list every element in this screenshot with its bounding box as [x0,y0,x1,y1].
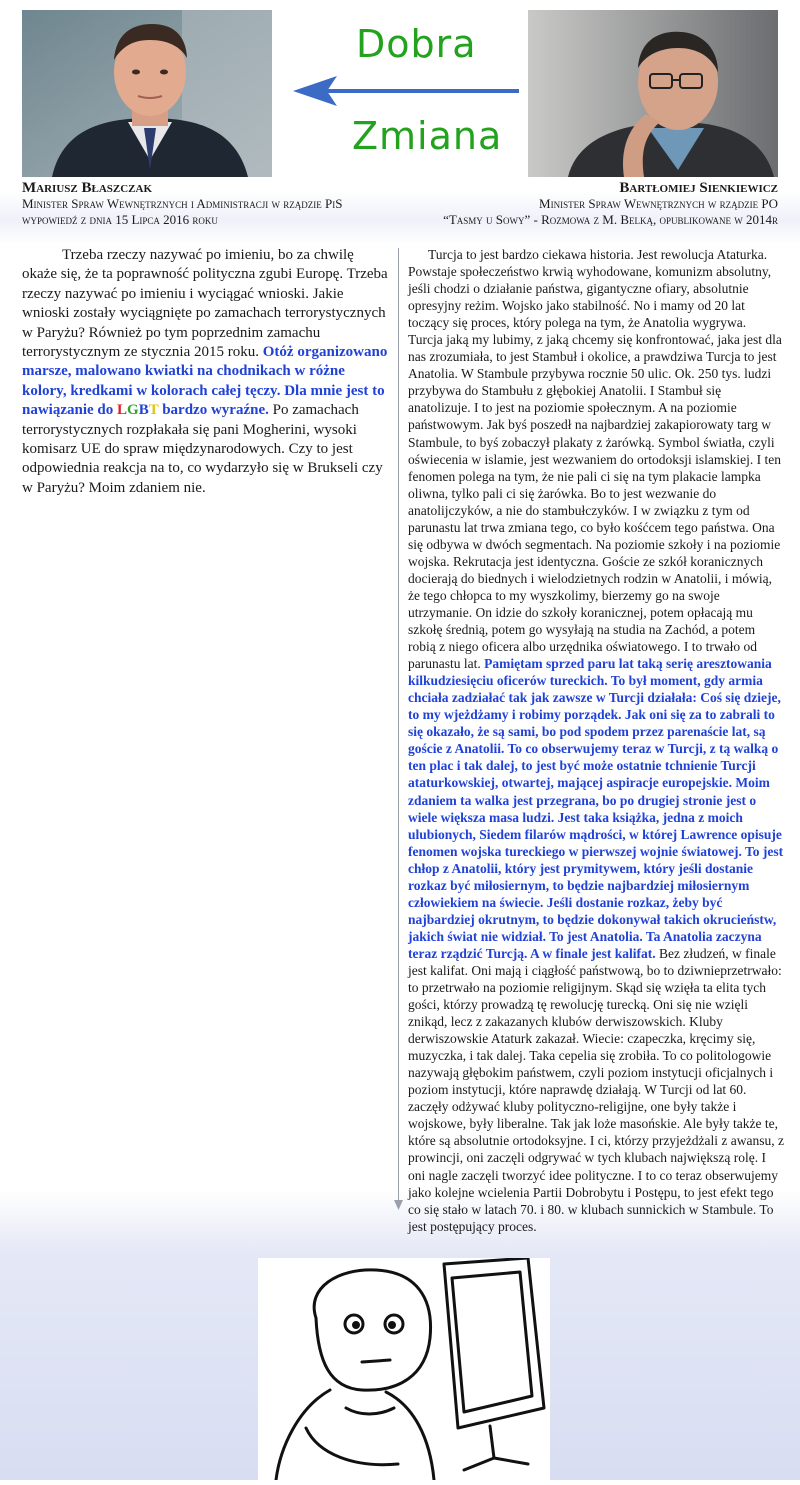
left-quote-text: Trzeba rzeczy nazywać po imieniu, bo za chwilę okaże się, że ta poprawność polityczna zgubi Europę. Trzeba rzeczy nazywać po imieniu i wyciągać wnioski. Jakie wnioski zostały wyciągnięte po zamachach terrorystycznych w Paryżu? Również po tym poprzednim zamachu terrorystycznym ze stycznia 2015 roku. [22,247,388,361]
left-arrow-icon [293,70,519,112]
right-person-photo [528,10,778,177]
right-quote-text-end: Bez złudzeń, w finale jest kalifat. Oni mają i ciągłość państwową, bo to dziwnieprzetrwało: to przetrwało na poziomie religijnym. Skąd się wzięła ta elita tych gości, którzy prowadzą tę rewolucję turecką. Oni się nie wzięli znikąd, lecz z zakazanych klubów derwiszowskich. Kluby derwiszowskie Ataturk zakazał. Wiecie: czapeczka, kręcimy się, muzyczka, i tak dalej. Taka cepelia się zrobiła. To co politologowie nazywają głębokim państwem, czyli poziom instytucji oficjalnych i poziom instytucji, które naprawdę działają. W Turcji od lat 60. zaczęły odżywać kluby polityczno-religijne, one były także i wojskowe, były liberalne. Tak jak loże masońskie. Ale były także te, które są absolutnie ortodoksyjne. I ci, którzy przyjeżdżali z awansu, z prowincji, oni zaczęli odgrywać w tych klubach największą rolę. I oni nagle zaczęli tworzyć idee polityczne. I to co teraz obserwujemy jako kolejne wcielenia Partii Dobrobytu i Postępu, to jest efekt tego co się stało w latach 70. i 80. w klubach sunnickich w Stambule. To jest postępujący proces. [408,945,784,1234]
left-person-role: Minister Spraw Wewnętrznych i Administracji w rządzie PiS [22,196,343,211]
left-quote-text-end: Po zamachach terrorystycznych rozpłakała się pani Mogherini, wysoki komisarz UE do spraw międzynarodowych. Czy to jest odpowiednia reakcja na to, co wydarzyło się w Brukseli czy w Paryżu? Moim zdaniem nie. [22,402,383,496]
lgbt-letter-g: G [127,402,139,419]
right-portrait-illustration [528,10,778,177]
right-quote-paragraph [408,246,784,1235]
right-quote-column [408,246,784,1235]
left-quote-column [22,246,392,498]
header-word-bottom: Zmiana [352,114,503,158]
left-person-caption [22,180,342,228]
lgbt-letter-t: T [148,402,159,419]
lgbt-letter-b: B [138,402,149,419]
right-quote-text: Turcja to jest bardzo ciekawa historia. Jest rewolucja Ataturka. Powstaje społeczeństwo krwią wyhodowane, komunizm absolutny, jeśli chodzi o działanie państwa, gigantyczne ofiary, absolutnie opresyjny reżim. Wojsko jako stabilność. No i mamy od 20 lat toczący się proces, który polega na tym, że Anatolia wygrywa. Turcja jaką my lubimy, z jaką chcemy się konfrontować, jaka jest dla nas zrozumiała, to jest Stambuł i okolice, a prawdziwa Turcja to jest Anatolia. W Stambule przybywa rocznie 50 ulic. Ok. 250 tys. ludzi przybywa do Stambułu z głębokiej Anatolii. I Stambuł się anatolizuje. I to jest na poziomie społecznym. A na poziomie państwowym. Jak byś poszedł na najbardziej zakapiorowaty targ w Stambule, to byś zobaczył plakaty z żarówką. Symbol światła, czyli oświecenia w islamie, jest wezwaniem do ortodoksji islamskiej. I ten fenomen polega na tym, że nie pali ci się na tym plakacie lampka oliwna, tylko pali ci się żarówka. Bo to jest wezwanie do anatolijczyków, a nie do stambułczyków. I w związku z tym od parunastu lat trwa zmiana tego, co było kośćcem tego państwa. Ona się odbywa w dwóch segmentach. Na poziomie szkoły i na poziomie wojska. Rekrutacja jest identyczna. Goście ze szkół koranicznych docierają do biednych i wielodzietnych rodzin w Anatolii, i mówią, że tego chłopca to my wyszkolimy, bierzemy go na swoje utrzymanie. On idzie do szkoły koranicznej, potem opłacają mu szkołę średnią, potem go wysyłają na studia na Zachód, a potem robią z niego oficera albo urzędnika oświatowego. I to trwało od parunastu lat. [408,247,782,672]
column-divider [398,248,399,1204]
right-person-source: “Tasmy u Sowy” - Rozmowa z M. Belką, opublikowane w 2014r [443,212,778,227]
person-at-computer-drawing [258,1258,550,1480]
header-word-top: Dobra [356,22,477,66]
left-person-name: Mariusz Błaszczak [22,180,152,196]
right-quote-highlight: Pamiętam sprzed paru lat taką serię aresztowania kilkudziesięciu oficerów tureckich. To był moment, gdy armia chciała zadziałać tak jak zawsze w Turcji działała: Coś się dzieje, to my wjeżdżamy i robimy porządek. Jak oni się za to zabrali to się okazało, że są sami, bo pod spodem przez parenaście lat, są goście z Anatolii. To co obserwujemy teraz w Turcji, z tą walką o ten plac i tak dalej, to jest być może ostatnie tchnienie Turcji ataturkowskiej, otwartej, mającej aspiracje europejskie. Moim zdaniem ta walka jest przegrana, bo po drugiej stronie jest o wiele większa masa ludzi. Jest taka książka, jedna z moich ulubionych, Siedem filarów mądrości, w której Lawrence opisuje fenomen wojska tureckiego w pierwszej wojnie światowej. To jest chłop z Anatolii, który jest prymitywem, który jeśli dostanie rozkaz być miłosiernym, to będzie najbardziej miłosiernym człowiekiem na świecie. Jeśli dostanie rozkaz, żeby być najbardziej okrutnym, to będzie dokonywał takich okrucieństw, jakich świat nie widział. To jest Anatolia. Ta Anatolia zaczyna teraz rządzić Turcją. A w finale jest kalifat. [408,656,784,961]
left-quote-highlight-end: bardzo wyraźne. [158,402,269,419]
left-quote-paragraph [22,246,392,498]
comic-illustration [258,1258,550,1480]
down-arrow-icon [394,1200,403,1210]
right-person-name: Bartłomiej Sienkiewicz [619,180,778,196]
lgbt-letter-l: L [117,402,128,419]
left-person-photo [22,10,272,177]
right-person-role: Minister Spraw Wewnętrznych w rządzie PO [539,196,778,211]
left-portrait-illustration [22,10,272,177]
left-quote-highlight: Otóż organizowano marsze, malowano kwiatki na chodnikach w różne kolory, kredkami w kolorach całej tęczy. Dla mnie jest to nawiązanie do [22,344,388,419]
left-person-source: wypowiedź z dnia 15 Lipca 2016 roku [22,212,218,227]
right-person-caption [443,180,778,228]
